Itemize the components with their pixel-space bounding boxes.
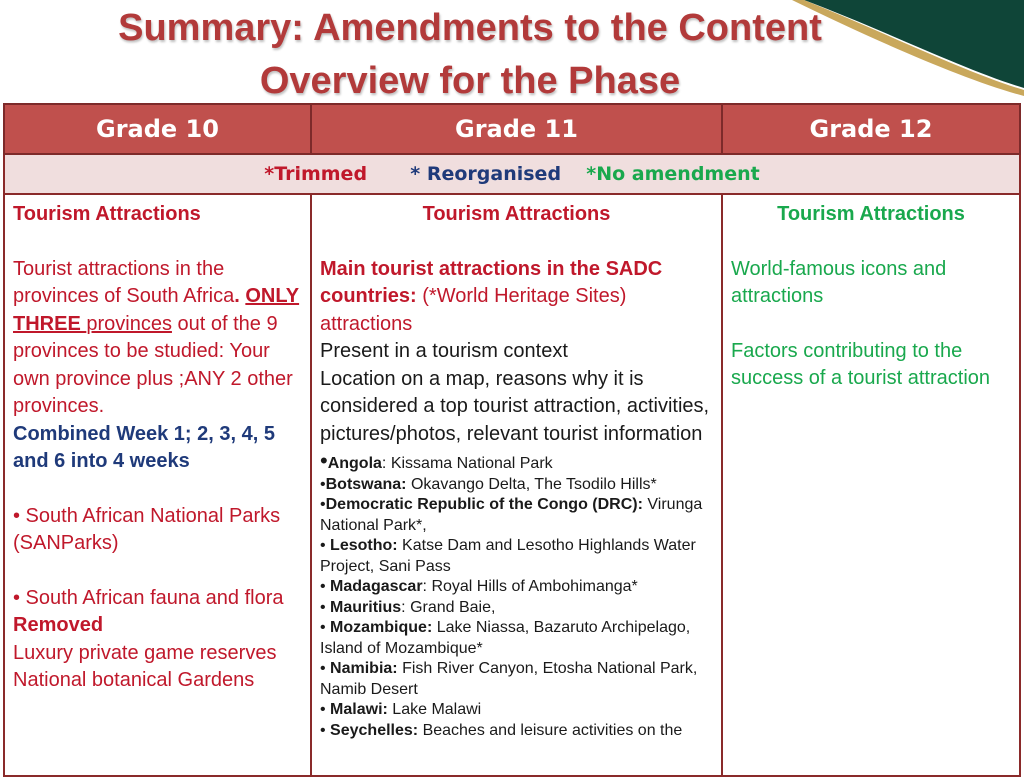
country-name: Lesotho:	[330, 537, 398, 554]
header-grade-10: Grade 10	[4, 104, 311, 154]
separator: :	[381, 455, 391, 472]
location-text: Location on a map, reasons why it is considered a top tourist attraction, activities, pictures/photos, relevant tourist information	[320, 367, 710, 445]
provinces-rest: out of the 9 provinces to be studied: Your own province plus ;ANY 2 other provinces.	[13, 312, 293, 417]
country-attractions: Fish River Canyon, Etosha National Park, Namib Desert	[320, 660, 698, 698]
country-item	[320, 577, 713, 598]
bullet: •	[320, 660, 331, 677]
bullet: •	[320, 701, 331, 718]
country-attractions: Lake Malawi	[392, 701, 482, 718]
grade-12-heading: Tourism Attractions	[777, 203, 965, 225]
legend-trimmed: *Trimmed	[264, 163, 368, 185]
country-name: Malawi:	[330, 701, 388, 718]
country-item	[320, 700, 713, 721]
country-name: Democratic Republic of the Congo (DRC):	[325, 496, 643, 513]
bullet: •	[320, 537, 331, 554]
country-name: Namibia:	[330, 660, 398, 677]
legend-reorganised: * Reorganised	[410, 163, 562, 185]
bullet: •	[320, 496, 326, 513]
country-attractions: Lake Niassa, Bazaruto Archipelago, Island of Mozambique*	[320, 619, 691, 657]
country-attractions: Grand Baie,	[410, 598, 496, 616]
title-line-1: Summary: Amendments to the Content	[118, 7, 822, 49]
country-name: Seychelles:	[330, 721, 419, 739]
sadc-attractions	[320, 256, 713, 339]
fauna-flora-item: • South African fauna and flora	[13, 586, 284, 609]
removed-item-1: Luxury private game reserves	[13, 641, 277, 664]
separator: :	[401, 598, 411, 616]
country-item	[320, 598, 713, 619]
country-item	[320, 659, 713, 700]
bullet: •	[320, 475, 326, 493]
grade-10-heading: Tourism Attractions	[13, 203, 201, 225]
title-line-2: Overview for the Phase	[259, 60, 681, 102]
header-grade-12: Grade 12	[722, 104, 1020, 154]
removed-label: Removed	[13, 614, 104, 636]
country-name: Mozambique:	[330, 619, 433, 636]
country-item	[320, 536, 713, 577]
sadc-rest: (*World Heritage Sites) attractions	[320, 285, 627, 335]
separator: :	[422, 578, 432, 595]
header-grade-11: Grade 11	[311, 104, 722, 154]
country-attractions: Kissama National Park	[390, 455, 553, 472]
bullet: •	[320, 448, 328, 473]
country-attractions: Katse Dam and Lesotho Highlands Water Project, Sani Pass	[320, 537, 696, 575]
country-item	[320, 495, 713, 536]
bullet: •	[320, 598, 331, 616]
grade-10-provinces-text	[13, 256, 302, 421]
country-item	[320, 475, 713, 496]
only-three: ONLY THREE	[13, 285, 300, 335]
sadc-bold: Main tourist attractions in the SADC countries:	[320, 257, 663, 307]
country-item	[320, 618, 713, 659]
content-row	[4, 194, 1020, 776]
country-item	[320, 448, 713, 475]
country-name: Madagascar	[330, 578, 423, 595]
provinces-dot: .	[234, 285, 240, 307]
country-attractions: Okavango Delta, The Tsodilo Hills*	[410, 475, 657, 493]
page-title	[0, 2, 940, 108]
bullet: •	[320, 721, 331, 739]
combined-weeks: Combined Week 1; 2, 3, 4, 5 and 6 into 4 weeks	[13, 422, 275, 472]
present-context: Present in a tourism context	[320, 340, 568, 362]
grade-10-cell	[4, 194, 311, 776]
legend-row	[4, 154, 1020, 194]
provinces-word: provinces	[86, 312, 172, 335]
country-attractions: Royal Hills of Ambohimanga*	[431, 578, 638, 595]
country-list	[320, 448, 713, 741]
country-attractions: Beaches and leisure activities on the	[422, 721, 683, 739]
country-item	[320, 721, 713, 742]
legend-cell	[4, 154, 1020, 194]
world-famous-icons: World-famous icons and attractions	[731, 257, 947, 307]
sanparks-item: • South African National Parks (SANParks)	[13, 504, 281, 554]
country-attractions: Virunga National Park*,	[320, 496, 703, 534]
amendments-table	[3, 103, 1021, 777]
legend-no-amendment: *No amendment	[586, 163, 760, 185]
header-row	[4, 104, 1020, 154]
grade-12-cell	[722, 194, 1020, 776]
bullet: •	[320, 578, 331, 595]
country-name: Botswana:	[325, 475, 407, 493]
provinces-lead: Tourist attractions in the provinces of South Africa	[13, 257, 235, 307]
bullet: •	[320, 619, 331, 636]
grade-11-cell	[311, 194, 722, 776]
country-name: Mauritius	[330, 598, 402, 616]
removed-item-2: National botanical Gardens	[13, 669, 255, 691]
country-name: Angola	[327, 455, 382, 472]
grade-11-heading: Tourism Attractions	[422, 203, 611, 225]
success-factors: Factors contributing to the success of a tourist attraction	[731, 339, 991, 389]
